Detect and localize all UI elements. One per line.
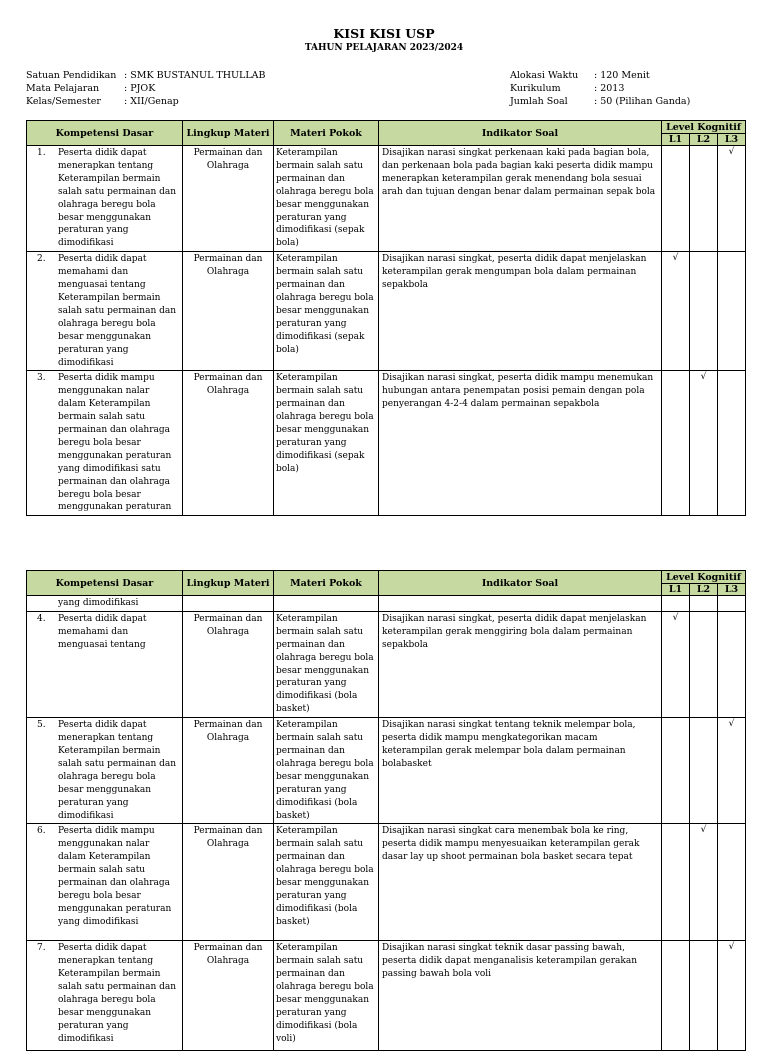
kd-text: yang dimodifikasi: [58, 598, 139, 608]
kd-cell: [27, 611, 183, 717]
row-number: 4.: [37, 613, 46, 624]
check-mark: √: [728, 147, 735, 157]
kd-text: Peserta didik dapat memahami dan menguasai tentang: [58, 613, 147, 650]
level-l2-cell: [690, 371, 718, 516]
table-row: [27, 941, 746, 1051]
header-l2: L2: [690, 584, 718, 596]
level-l3-cell: [718, 718, 746, 824]
check-mark: √: [728, 942, 735, 953]
level-l3-cell: [718, 941, 746, 1051]
kd-cell: [27, 252, 183, 371]
check-mark: √: [700, 825, 707, 836]
kd-cell: [27, 596, 183, 612]
header-indikator-soal: Indikator Soal: [379, 571, 662, 596]
level-l2-cell: [690, 252, 718, 371]
materi-pokok-cell: Keterampilan bermain salah satu permainan dan olahraga beregu bola besar menggunakan peraturan yang dimodifikasi (bola basket): [274, 718, 379, 824]
meta-key: Kurikulum: [510, 83, 561, 94]
meta-value: : PJOK: [124, 83, 156, 94]
meta-key: Satuan Pendidikan: [26, 70, 117, 81]
materi-pokok-cell: Keterampilan bermain salah satu permainan dan olahraga beregu bola besar menggunakan peraturan yang dimodifikasi (sepak bola): [274, 371, 379, 516]
kd-text: Peserta didik dapat menerapkan tentang Keterampilan bermain salah satu permainan dan olahraga beregu bola besar menggunakan peraturan yang dimodifikasi: [58, 943, 177, 1044]
indikator-soal-cell: Disajikan narasi singkat perkenaan kaki pada bagian bola, dan perkenaan bola pada bagian kaki peserta didik mampu menerapkan keterampilan gerak menendang bola sesuai arah dan tujuan dengan benar dalam permainan sepak bola: [379, 146, 662, 252]
indikator-soal-cell: Disajikan narasi singkat, peserta didik mampu menemukan hubungan antara penempatan posisi pemain dengan pola penyerangan 4-2-4 dalam permainan sepakbola: [379, 371, 662, 516]
meta-value: : 2013: [594, 83, 625, 94]
level-l1-cell: [662, 824, 690, 941]
meta-key: Kelas/Semester: [26, 96, 101, 107]
header-lingkup-materi: Lingkup Materi: [183, 571, 274, 596]
kisi-table-2: [26, 570, 746, 1051]
level-l3-cell: [718, 371, 746, 516]
materi-pokok-cell: Keterampilan bermain salah satu permainan dan olahraga beregu bola besar menggunakan peraturan yang dimodifikasi (sepak bola): [274, 252, 379, 371]
meta-info-left: [26, 69, 265, 108]
kd-cell: [27, 718, 183, 824]
table-2-body: [27, 596, 746, 1051]
lingkup-materi-cell: Permainan dan Olahraga: [183, 252, 274, 371]
header-l1: L1: [662, 134, 690, 146]
meta-key: Mata Pelajaran: [26, 83, 100, 94]
check-mark: √: [700, 372, 707, 383]
header-l3: L3: [718, 134, 746, 146]
header-materi-pokok: Materi Pokok: [274, 571, 379, 596]
meta-row: [26, 69, 265, 82]
level-l2-cell: [690, 941, 718, 1051]
header-kompetensi-dasar: Kompetensi Dasar: [27, 121, 183, 146]
kd-text: Peserta didik mampu menggunakan nalar dalam Keterampilan bermain salah satu permainan dan olahraga beregu bola besar menggunakan peraturan yang dimodifikasi satu permainan dan olahraga beregu bola besar menggunakan peraturan: [58, 373, 172, 513]
indikator-soal-cell: Disajikan narasi singkat cara menembak bola ke ring, peserta didik mampu menyesuaikan keterampilan gerak dasar lay up shoot permainan bola basket secara tepat: [379, 824, 662, 941]
lingkup-materi-cell: Permainan dan Olahraga: [183, 611, 274, 717]
level-l3-cell: [718, 824, 746, 941]
row-number: 5.: [37, 720, 46, 731]
level-l3-cell: [718, 252, 746, 371]
kd-text: Peserta didik dapat menerapkan tentang Keterampilan bermain salah satu permainan dan olahraga beregu bola besar menggunakan peraturan yang dimodifikasi: [58, 720, 177, 821]
materi-pokok-cell: Keterampilan bermain salah satu permainan dan olahraga beregu bola besar menggunakan peraturan yang dimodifikasi (bola voli): [274, 941, 379, 1051]
table-row: [27, 252, 746, 371]
header-level-kognitif: Level Kognitif: [662, 571, 746, 584]
level-l1-cell: [662, 146, 690, 252]
level-l2-cell: [690, 146, 718, 252]
lingkup-materi-cell: Permainan dan Olahraga: [183, 941, 274, 1051]
meta-key: Jumlah Soal: [510, 96, 568, 107]
indikator-soal-cell: Disajikan narasi singkat, peserta didik dapat menjelaskan keterampilan gerak mengumpan bola dalam permainan sepakbola: [379, 252, 662, 371]
lingkup-materi-cell: Permainan dan Olahraga: [183, 371, 274, 516]
table-row: [27, 146, 746, 252]
lingkup-materi-cell: Permainan dan Olahraga: [183, 718, 274, 824]
kd-cell: [27, 941, 183, 1051]
header-level-kognitif: Level Kognitif: [662, 121, 746, 134]
table-row: [27, 824, 746, 941]
level-l1-cell: [662, 611, 690, 717]
meta-row: [26, 82, 265, 95]
row-number: 6.: [37, 826, 46, 837]
table-row: [27, 611, 746, 717]
indikator-soal-cell: Disajikan narasi singkat, peserta didik dapat menjelaskan keterampilan gerak menggiring bola dalam permainan sepakbola: [379, 611, 662, 717]
check-mark: √: [672, 253, 679, 264]
level-l1-cell: [662, 941, 690, 1051]
level-l2-cell: [690, 611, 718, 717]
row-number: 7.: [37, 943, 46, 954]
meta-row: [26, 95, 265, 108]
check-mark: √: [728, 719, 735, 730]
kd-cell: [27, 371, 183, 516]
header-kompetensi-dasar: Kompetensi Dasar: [27, 571, 183, 596]
meta-info-right: [510, 69, 690, 108]
meta-row: [510, 95, 690, 108]
meta-key: Alokasi Waktu: [510, 70, 579, 81]
level-l2-cell: [690, 824, 718, 941]
meta-value: : 50 (Pilihan Ganda): [594, 96, 691, 107]
table-row: [27, 371, 746, 516]
kd-text: Peserta didik dapat menerapkan tentang Keterampilan bermain salah satu permainan dan olahraga beregu bola besar menggunakan peraturan yang dimodifikasi: [58, 148, 177, 249]
document-subtitle: TAHUN PELAJARAN 2023/2024: [304, 43, 464, 53]
check-mark: √: [672, 612, 679, 623]
meta-value: : XII/Genap: [124, 96, 179, 107]
header-l1: L1: [662, 584, 690, 596]
kisi-table-1: [26, 120, 746, 516]
table-row: [27, 718, 746, 824]
table-row-carry: [27, 596, 746, 612]
lingkup-materi-cell: Permainan dan Olahraga: [183, 824, 274, 941]
kd-cell: [27, 146, 183, 252]
kd-text: Peserta didik dapat memahami dan menguasai tentang Keterampilan bermain salah satu permainan dan olahraga beregu bola besar menggunakan peraturan yang dimodifikasi: [58, 254, 177, 368]
lingkup-materi-cell: Permainan dan Olahraga: [183, 146, 274, 252]
kd-text: Peserta didik mampu menggunakan nalar dalam Keterampilan bermain salah satu permainan dan olahraga beregu bola besar menggunakan peraturan yang dimodifikasi: [58, 826, 172, 927]
level-l1-cell: [662, 252, 690, 371]
materi-pokok-cell: Keterampilan bermain salah satu permainan dan olahraga beregu bola besar menggunakan peraturan yang dimodifikasi (bola basket): [274, 824, 379, 941]
level-l1-cell: [662, 718, 690, 824]
level-l3-cell: [718, 146, 746, 252]
level-l3-cell: [718, 611, 746, 717]
materi-pokok-cell: Keterampilan bermain salah satu permainan dan olahraga beregu bola besar menggunakan peraturan yang dimodifikasi (bola basket): [274, 611, 379, 717]
header-materi-pokok: Materi Pokok: [274, 121, 379, 146]
row-number: 3.: [37, 373, 46, 384]
meta-value: : 120 Menit: [594, 70, 650, 81]
meta-row: [510, 69, 690, 82]
indikator-soal-cell: Disajikan narasi singkat tentang teknik melempar bola, peserta didik mampu mengkategorikan macam keterampilan gerak melempar bola dalam permainan bolabasket: [379, 718, 662, 824]
header-lingkup-materi: Lingkup Materi: [183, 121, 274, 146]
materi-pokok-cell: Keterampilan bermain salah satu permainan dan olahraga beregu bola besar menggunakan peraturan yang dimodifikasi (sepak bola): [274, 146, 379, 252]
header-l3: L3: [718, 584, 746, 596]
row-number: 2.: [37, 254, 46, 265]
level-l2-cell: [690, 718, 718, 824]
meta-row: [510, 82, 690, 95]
indikator-soal-cell: Disajikan narasi singkat teknik dasar passing bawah, peserta didik dapat menganalisis keterampilan gerakan passing bawah bola voli: [379, 941, 662, 1051]
level-l1-cell: [662, 371, 690, 516]
header-indikator-soal: Indikator Soal: [379, 121, 662, 146]
row-number: 1.: [37, 148, 46, 158]
kd-cell: [27, 824, 183, 941]
table-1-body: [27, 146, 746, 516]
meta-value: : SMK BUSTANUL THULLAB: [124, 70, 266, 81]
header-l2: L2: [690, 134, 718, 146]
document-title: KISI KISI USP: [333, 26, 435, 41]
